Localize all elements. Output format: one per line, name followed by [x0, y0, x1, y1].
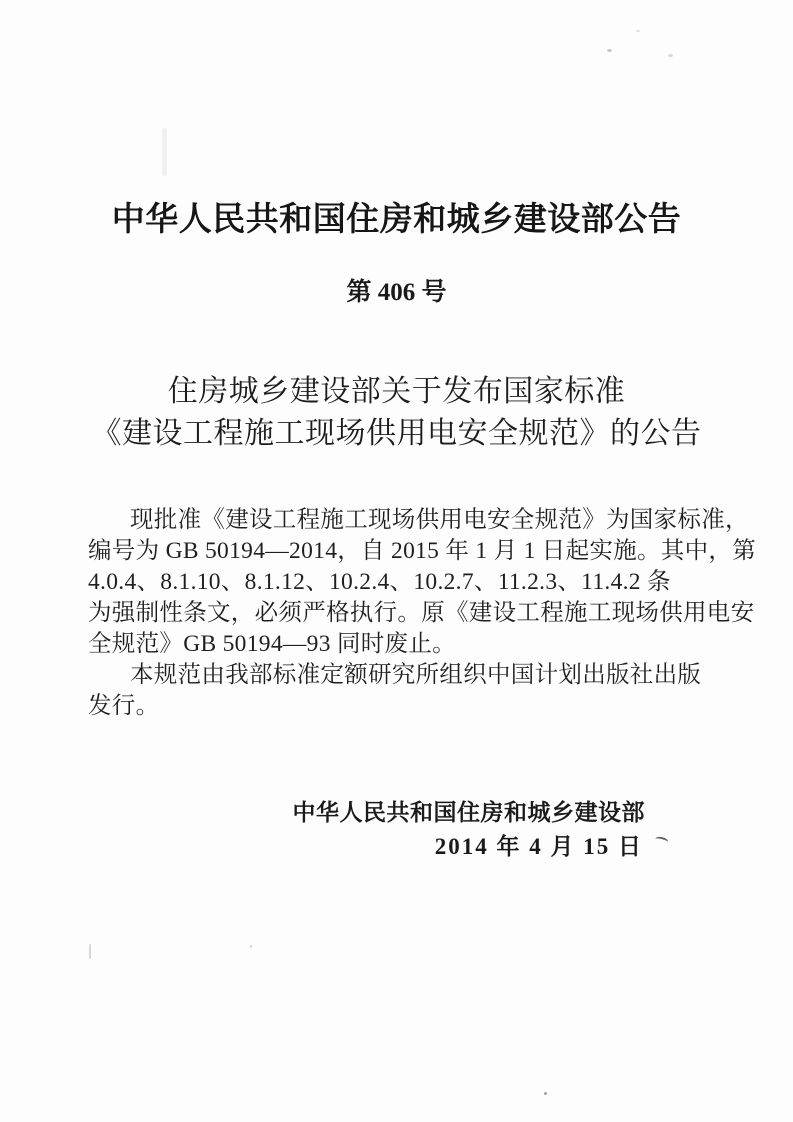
body-line: 现批准《建设工程施工现场供用电安全规范》为国家标准，: [130, 507, 749, 533]
body-line: 为强制性条文，必须严格执行。原《建设工程施工现场供用电安: [88, 600, 755, 626]
subtitle-line-1: 住房城乡建设部关于发布国家标准: [167, 375, 626, 408]
scan-speck: [636, 30, 640, 32]
body-line: 发行。: [88, 693, 160, 719]
document-title: 中华人民共和国住房和城乡建设部公告: [111, 200, 682, 237]
scan-speck: [607, 49, 612, 52]
scan-speck: [89, 944, 91, 959]
signature-issuer: 中华人民共和国住房和城乡建设部: [292, 800, 645, 825]
body-line: 本规范由我部标准定额研究所组织中国计划出版社出版: [130, 662, 702, 688]
body-line: 编号为 GB 50194—2014，自 2015 年 1 月 1 日起实施。其中，第: [88, 538, 756, 564]
issue-number: 第 406 号: [346, 279, 447, 306]
signature-date: 2014 年 4 月 15 日: [434, 834, 643, 859]
body-line: 4.0.4、8.1.10、8.1.12、10.2.4、10.2.7、11.2.3、11.4.2 条: [88, 569, 671, 595]
subtitle-line-2: 《建设工程施工现场供用电安全规范》的公告: [91, 417, 702, 450]
scan-speck: [668, 54, 673, 57]
scan-speck: [544, 1092, 547, 1095]
body-text-block: [88, 505, 756, 722]
body-line: 全规范》GB 50194—93 同时废止。: [88, 631, 456, 657]
scan-smudge: [162, 128, 167, 176]
scan-speck: [250, 945, 252, 948]
pen-tick-mark: [654, 835, 669, 846]
